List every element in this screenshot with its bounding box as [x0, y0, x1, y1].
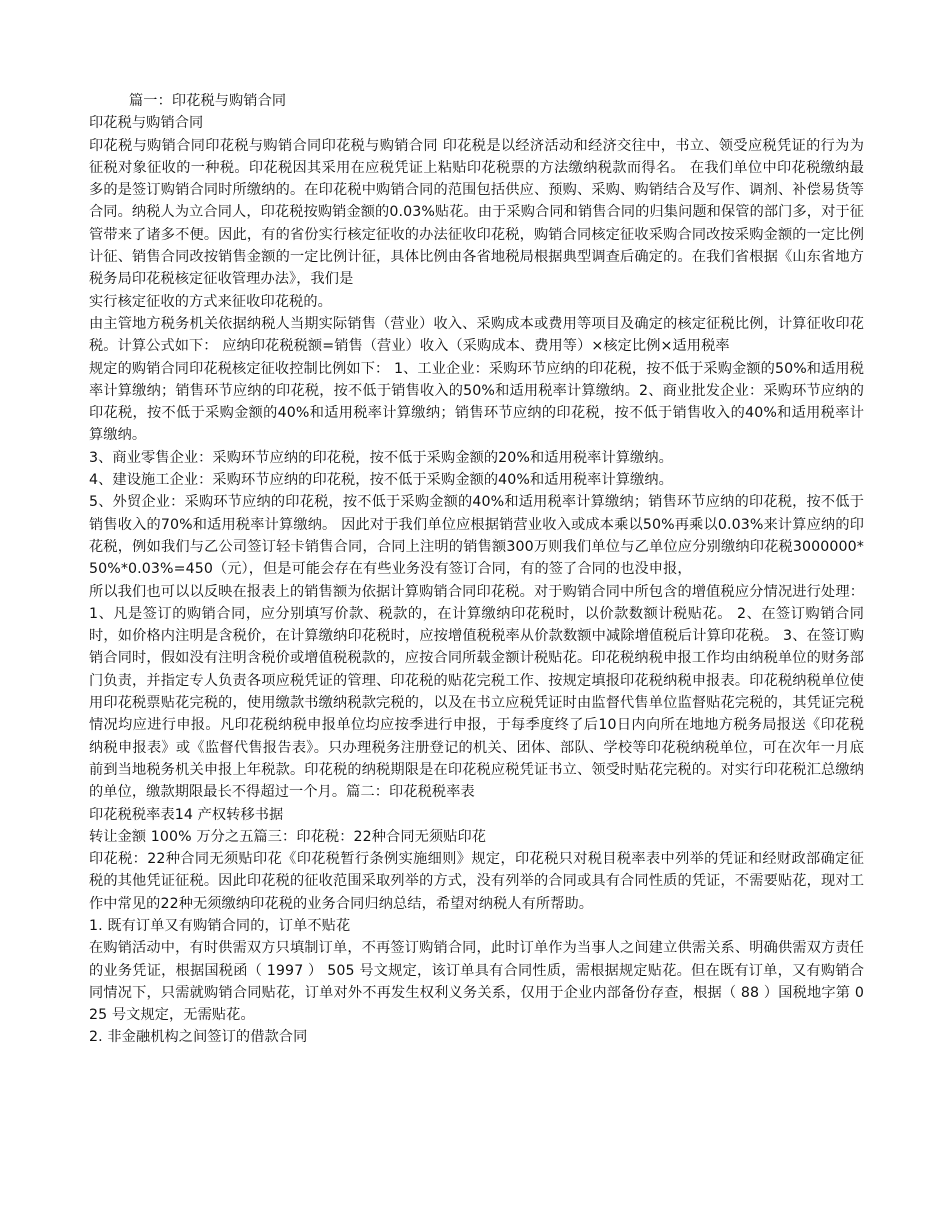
- document-body: [89, 90, 864, 1049]
- document-title: 印花税与购销合同: [89, 115, 204, 132]
- paragraph: 印花税与购销合同印花税与购销合同印花税与购销合同 印花税是以经济活动和经济交往中，书立、领受应税凭证的行为为征税对象征收的一种税。印花税因其采用在应税凭证上粘贴印花税票的方法缴纳税款而得名。 在我们单位中印花税缴纳最多的是签订购销合同时所缴纳的。在印花税中购销合同的范围包括供应、预购、采购、购销结合及写作、调剂、补偿易货等合同。纳税人为立合同人，印花税按购销金额的0.03%贴花。由于采购合同和销售合同的归集问题和保管的部门多，对于征管带来了诸多不便。因此，有的省份实行核定征收的办法征收印花税，购销合同核定征收采购合同改按采购金额的一定比例计征、销售合同改按销售金额的一定比例计征，具体比例由各省地税局根据典型调查后确定的。在我们省根据《山东省地方税务局印花税核定征收管理办法》，我们是: [89, 137, 864, 288]
- paragraph: 印花税：22种合同无须贴印花《印花税暂行条例实施细则》规定，印花税只对税目税率表中列举的凭证和经财政部确定征税的其他凭证征税。因此印花税的征收范围采取列举的方式，没有列举的合同或具有合同性质的凭证，不需要贴花，现对工作中常见的22种无须缴纳印花税的业务合同归纳总结，希望对纳税人有所帮助。: [89, 851, 864, 912]
- section-heading-1: 篇一：印花税与购销合同: [129, 93, 287, 109]
- paragraph: 实行核定征收的方式来征收印花税的。: [89, 293, 332, 310]
- list-item-heading: 2. 非金融机构之间签订的借款合同: [89, 1029, 308, 1046]
- paragraph: 由主管地方税务机关依据纳税人当期实际销售（营业）收入、采购成本或费用等项目及确定的核定征税比例，计算征收印花税。计算公式如下： 应纳印花税税额=销售（营业）收入（采购成本、费用等）×核定比例×适用税率: [89, 315, 864, 355]
- paragraph: 5、外贸企业：采购环节应纳的印花税，按不低于采购金额的40%和适用税率计算缴纳；销售环节应纳的印花税，按不低于销售收入的70%和适用税率计算缴纳。 因此对于我们单位应根据销营业收入或成本乘以50%再乘以0.03%来计算应纳的印花税，例如我们与乙公司签订轻卡销售合同，合同上注明的销售额300万则我们单位与乙单位应分别缴纳印花税3000000*50%*0.03%=450（元），但是可能会存在有些业务没有签订合同，有的签了合同的也没申报，: [89, 494, 864, 578]
- paragraph: 印花税税率表14 产权转移书据: [89, 806, 284, 823]
- paragraph: 在购销活动中，有时供需双方只填制订单，不再签订购销合同，此时订单作为当事人之间建立供需关系、明确供需双方责任的业务凭证，根据国税函（ 1997 ） 505 号文规定，该订单具有合同性质，需根据规定贴花。但在既有订单，又有购销合同情况下，只需就购销合同贴花，订单对外不再发生权利义务关系，仅用于企业内部备份存查，根据（ 88 ）国税地字第 025 号文规定，无需贴花。: [89, 940, 864, 1024]
- paragraph: 3、商业零售企业：采购环节应纳的印花税，按不低于采购金额的20%和适用税率计算缴纳。: [89, 449, 673, 466]
- list-item-heading: 1. 既有订单又有购销合同的，订单不贴花: [89, 917, 351, 934]
- paragraph: 所以我们也可以以反映在报表上的销售额为依据计算购销合同印花税。对于购销合同中所包含的增值税应分情况进行处理： 1、凡是签订的购销合同，应分别填写价款、税款的，在计算缴纳印花税时，以价款数额计税贴花。 2、在签订购销合同时，如价格内注明是含税价，在计算缴纳印花税时，应按增值税税率从价款数额中减除增值税后计算印花税。 3、在签订购销合同时，假如没有注明含税价或增值税税款的，应按合同所载金额计税贴花。印花税纳税申报工作均由纳税单位的财务部门负责，并指定专人负责各项应税凭证的管理、印花税的贴花完税工作、按规定填报印花税纳税申报表。印花税纳税单位使用印花税票贴花完税的，使用缴款书缴纳税款完税的，以及在书立应税凭证时由监督代售单位监督贴花完税的，其凭证完税情况均应进行申报。凡印花税纳税申报单位均应按季进行申报，于每季度终了后10日内向所在地地方税务局报送《印花税纳税申报表》或《监督代售报告表》。只办理税务注册登记的机关、团体、部队、学校等印花税纳税单位，可在次年一月底前到当地税务机关申报上年税款。印花税的纳税期限是在印花税应税凭证书立、领受时贴花完税的。对实行印花税汇总缴纳的单位，缴款期限最长不得超过一个月。篇二：印花税税率表: [89, 583, 864, 801]
- paragraph: 4、建设施工企业：采购环节应纳的印花税，按不低于采购金额的40%和适用税率计算缴纳。: [89, 472, 673, 489]
- paragraph: 转让金额 100% 万分之五篇三：印花税：22种合同无须贴印花: [89, 828, 487, 845]
- paragraph: 规定的购销合同印花税核定征收控制比例如下： 1、工业企业：采购环节应纳的印花税，按不低于采购金额的50%和适用税率计算缴纳；销售环节应纳的印花税，按不低于销售收入的50%和适用税率计算缴纳。2、商业批发企业：采购环节应纳的印花税，按不低于采购金额的40%和适用税率计算缴纳；销售环节应纳的印花税，按不低于销售收入的40%和适用税率计算缴纳。: [89, 360, 864, 444]
